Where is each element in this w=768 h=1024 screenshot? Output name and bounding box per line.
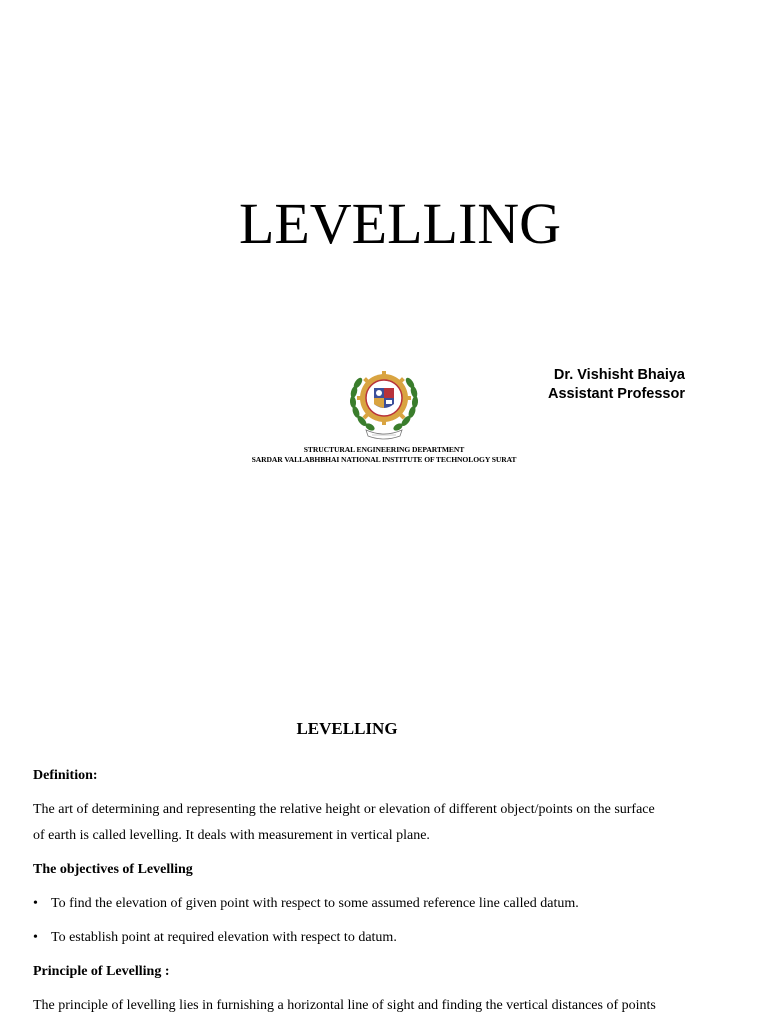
cover-title: LEVELLING — [238, 191, 562, 256]
objective-item: To establish point at required elevation with respect to datum. — [51, 930, 397, 945]
principle-label: Principle of Levelling : — [33, 964, 170, 979]
objective-item: To find the elevation of given point with respect to some assumed reference line called datum. — [51, 896, 579, 911]
institute-line: SARDAR VALLABHBHAI NATIONAL INSTITUTE OF TECHNOLOGY SURAT — [251, 454, 517, 464]
bullet-icon: • — [33, 896, 38, 911]
definition-text-line: The art of determining and representing the relative height or elevation of different object/points on the surface — [33, 802, 655, 817]
department-caption — [200, 445, 568, 464]
bullet-icon: • — [33, 930, 38, 945]
principle-text-line: The principle of levelling lies in furnishing a horizontal line of sight and finding the vertical distances of points — [33, 998, 656, 1013]
section-heading: LEVELLING — [296, 719, 398, 738]
author-role: Assistant Professor — [548, 386, 685, 402]
definition-label: Definition: — [33, 768, 98, 783]
author-name: Dr. Vishisht Bhaiya — [553, 367, 685, 383]
objectives-label: The objectives of Levelling — [33, 862, 193, 877]
department-line: STRUCTURAL ENGINEERING DEPARTMENT — [303, 445, 465, 454]
institute-emblem-icon — [342, 360, 426, 444]
definition-text-line: of earth is called levelling. It deals with measurement in vertical plane. — [33, 828, 430, 843]
author-block — [548, 366, 685, 404]
